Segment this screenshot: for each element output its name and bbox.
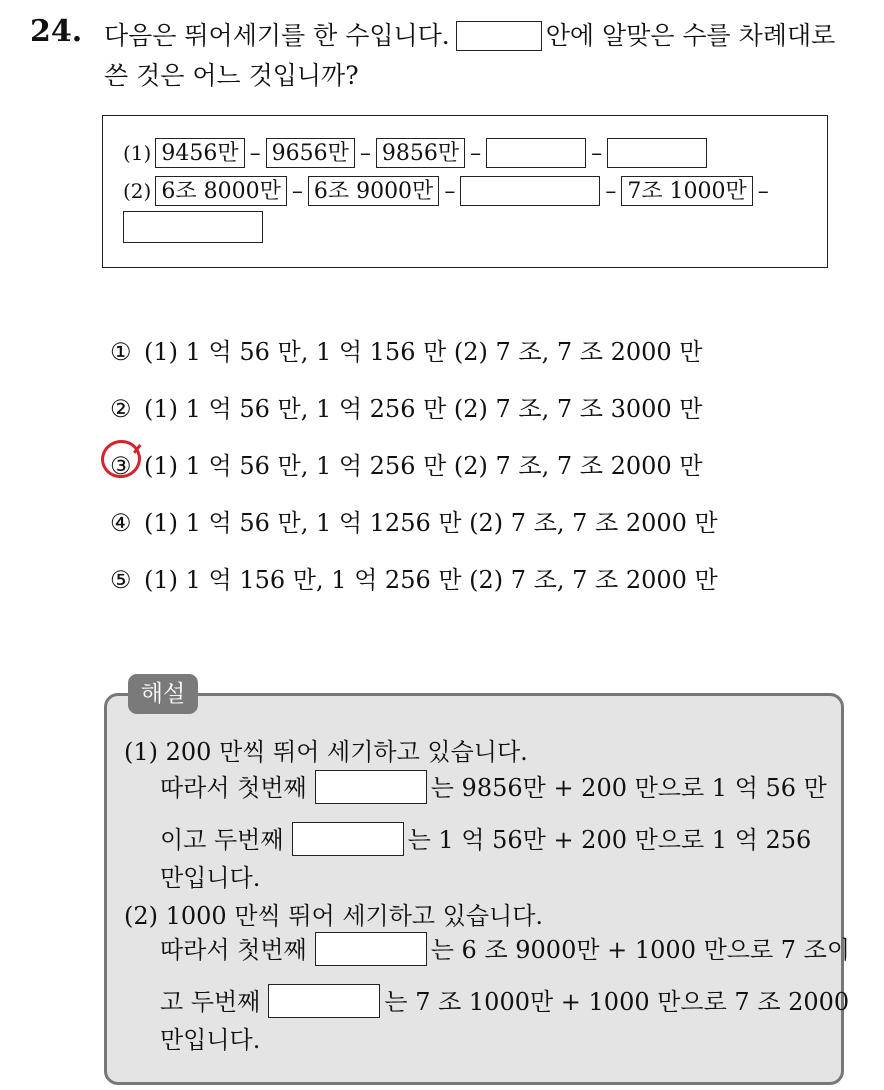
sequence-row-2-wrap xyxy=(123,211,263,243)
sequence-term: 9656만 xyxy=(266,138,355,168)
answer-blank xyxy=(607,138,707,168)
question-blank-box xyxy=(456,21,542,51)
solution-blank-box xyxy=(315,770,427,804)
row-label: (2) xyxy=(123,179,152,203)
solution-tab: 해설 xyxy=(128,674,198,714)
option-mark: ⑤ xyxy=(110,566,132,594)
option-text: (1) 1 억 56 만, 1 억 1256 만 (2) 7 조, 7 조 2000 만 xyxy=(144,509,718,537)
question-line-2: 쓴 것은 어느 것입니까? xyxy=(104,61,359,90)
sequence-row-1 xyxy=(123,138,707,168)
dash: – xyxy=(359,140,371,166)
solution-p1-line1: (1) 200 만씩 뛰어 세기하고 있습니다. xyxy=(124,738,528,766)
option-5[interactable] xyxy=(110,560,718,595)
option-text: (1) 1 억 56 만, 1 억 256 만 (2) 7 조, 7 조 3000 만 xyxy=(144,395,703,423)
option-3[interactable] xyxy=(110,446,702,481)
row-label: (1) xyxy=(123,141,152,165)
option-mark: ② xyxy=(110,395,132,423)
solution-blank-box xyxy=(315,932,427,966)
dash: – xyxy=(444,178,456,204)
question-line-1 xyxy=(104,16,835,55)
solution-blank-box xyxy=(268,984,380,1018)
question-text-b: 안에 알맞은 수를 차례대로 xyxy=(545,21,836,50)
solution-text: 는 9856만 + 200 만으로 1 억 56 만 xyxy=(430,774,827,802)
solution-p2-line1: (2) 1000 만씩 뛰어 세기하고 있습니다. xyxy=(124,902,544,930)
dash: – xyxy=(470,140,482,166)
solution-text: 는 1 억 56만 + 200 만으로 1 억 256 xyxy=(407,826,812,854)
option-text: (1) 1 억 56 만, 1 억 256 만 (2) 7 조, 7 조 2000 만 xyxy=(144,452,703,480)
sequence-term: 9856만 xyxy=(376,138,465,168)
solution-text: 는 6 조 9000만 + 1000 만으로 7 조이 xyxy=(430,936,851,964)
solution-p1-line2 xyxy=(160,768,827,810)
option-4[interactable] xyxy=(110,503,718,538)
sequence-term: 7조 1000만 xyxy=(621,176,752,206)
sequence-term: 6조 9000만 xyxy=(308,176,439,206)
solution-p2-line4: 만입니다. xyxy=(160,1026,261,1054)
solution-text: 고 두번째 xyxy=(160,988,261,1016)
solution-p1-line4: 만입니다. xyxy=(160,864,261,892)
solution-text: 따라서 첫번째 xyxy=(160,936,307,964)
solution-p2-line2 xyxy=(160,930,850,972)
solution-text: 따라서 첫번째 xyxy=(160,774,307,802)
solution-p1-line3 xyxy=(160,820,811,862)
dash: – xyxy=(757,178,769,204)
option-1[interactable] xyxy=(110,332,702,367)
sequence-term: 9456만 xyxy=(155,138,244,168)
solution-p2-line3 xyxy=(160,982,849,1024)
dash: – xyxy=(605,178,617,204)
solution-blank-box xyxy=(292,822,404,856)
solution-text: 는 7 조 1000만 + 1000 만으로 7 조 2000 xyxy=(384,988,850,1016)
option-mark: ④ xyxy=(110,509,132,537)
dash: – xyxy=(291,178,303,204)
answer-blank xyxy=(460,176,600,206)
answer-blank xyxy=(123,211,263,243)
option-text: (1) 1 억 56 만, 1 억 156 만 (2) 7 조, 7 조 2000 만 xyxy=(144,338,703,366)
solution-text: 이고 두번째 xyxy=(160,826,284,854)
dash: – xyxy=(249,140,261,166)
sequence-term: 6조 8000만 xyxy=(155,176,286,206)
option-text: (1) 1 억 156 만, 1 억 256 만 (2) 7 조, 7 조 2000 만 xyxy=(144,566,718,594)
option-mark: ③ xyxy=(110,452,132,480)
question-text-a: 다음은 뛰어세기를 한 수입니다. xyxy=(104,21,450,50)
dash: – xyxy=(591,140,603,166)
option-mark: ① xyxy=(110,338,132,366)
answer-blank xyxy=(486,138,586,168)
sequence-row-2 xyxy=(123,176,774,206)
question-number: 24. xyxy=(30,14,83,49)
option-2[interactable] xyxy=(110,389,702,424)
sequence-box xyxy=(102,115,828,268)
